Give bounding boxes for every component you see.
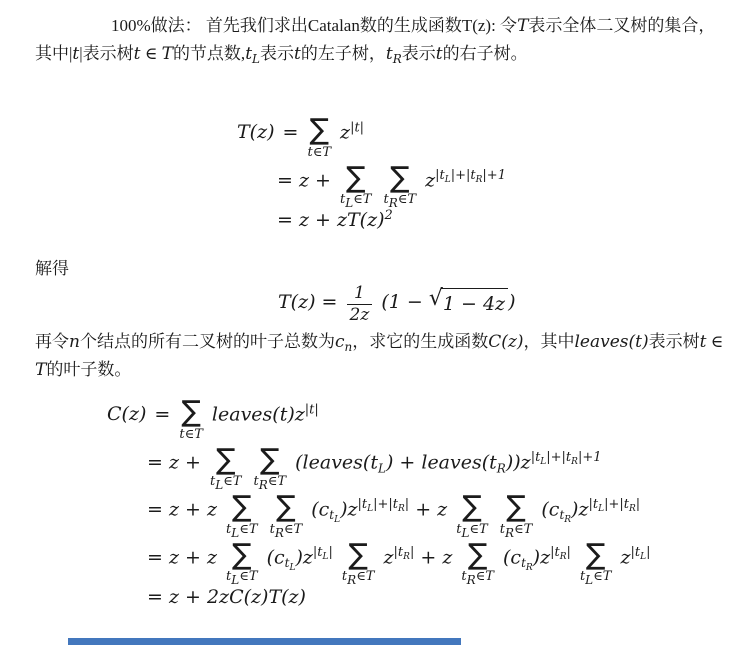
- equation-closed-form: T(z) = $\frac{1}{2z}$ (1 − √ 1 − 4z ): [278, 283, 516, 326]
- sigma-glyph: ∑: [181, 394, 201, 428]
- subscript: R: [466, 573, 476, 588]
- superscript: |tR|: [550, 544, 571, 562]
- subscript: tL: [284, 555, 296, 573]
- equation-line: T(z) = ∑ t∈T $z^{|t|}$: [237, 112, 365, 160]
- subscript: L: [289, 562, 296, 573]
- subscript: R: [258, 478, 268, 493]
- subscript: R: [571, 456, 578, 467]
- equation-lhs: T(z): [237, 121, 275, 144]
- math-inline: t: [699, 332, 707, 352]
- math-inline: leaves(t): [574, 332, 649, 352]
- math-inline: t: [133, 44, 141, 64]
- sum-limits: $t_R\in T$: [461, 569, 494, 588]
- equation-block-t: [237, 112, 506, 238]
- subscript: R: [505, 525, 515, 540]
- subscript: R: [274, 525, 284, 540]
- superscript: 2: [384, 208, 393, 224]
- equation-line: = z + z ∑ $t_L\in T$ $(c_{t_L})z^{|t_L|}$ ∑ $t_R\in T$ $z^{|t_R|} + z$ ∑ $t_R\in T$ $(c_{t_R})z^{|t_R|}$ ∑ $t_L\in T$ $z^{|t_L|}$: [147, 536, 651, 588]
- sum-operator: [499, 489, 533, 540]
- sum-limits: $t_L\in T$: [226, 569, 258, 588]
- sigma-glyph: ∑: [390, 159, 410, 194]
- subscript: n: [344, 340, 353, 354]
- sum-limits: $t_R\in T$: [269, 521, 303, 540]
- sigma-glyph: ∑: [462, 489, 482, 524]
- sum-limits: $t_L\in T$: [209, 474, 242, 493]
- math-inline: $c_n$: [334, 332, 353, 354]
- math-inline: T: [161, 44, 173, 64]
- sigma-glyph: ∑: [232, 489, 252, 524]
- subscript: R: [392, 52, 402, 66]
- subscript: L: [322, 551, 329, 562]
- subscript: R: [475, 174, 483, 185]
- subscript: R: [564, 515, 572, 526]
- sum-operator: [307, 112, 332, 160]
- sigma-glyph: ∑: [215, 441, 236, 476]
- subscript: L: [231, 525, 240, 540]
- subscript: R: [397, 504, 405, 515]
- math-inline: $t_L$: [245, 44, 260, 66]
- sum-operator: [209, 441, 242, 493]
- subscript: R: [496, 460, 506, 475]
- equation-lhs: C(z): [107, 403, 147, 426]
- sigma-glyph: ∑: [585, 536, 606, 571]
- equation-block-c: [107, 394, 650, 615]
- subscript: tR: [559, 508, 572, 526]
- subscript: R: [388, 196, 398, 211]
- sum-limits: t∈T: [179, 426, 203, 442]
- sum-limits: $t_L\in T$: [579, 569, 612, 588]
- sigma-glyph: ∑: [260, 441, 280, 476]
- intro-paragraph: 100%做法： 首先我们求出Catalan数的生成函数T(z): 令T表示全体二叉树的集合，其中|t|表示树t ∈ T的节点数$,t_L$表示t的左子树，$t_R$表示t的右子树。: [35, 16, 716, 66]
- subscript: R: [559, 551, 567, 562]
- math-inline: t: [72, 44, 80, 64]
- denominator: 2z: [347, 304, 373, 326]
- superscript: |tL|+|tR|: [588, 497, 641, 515]
- math-inline: t: [435, 44, 443, 64]
- horizontal-scrollbar-thumb[interactable]: [68, 638, 461, 645]
- subscript: tL: [329, 508, 341, 526]
- sigma-glyph: ∑: [276, 489, 296, 524]
- equation-line: = z + 2zC(z)T(z): [147, 586, 306, 609]
- sigma-glyph: ∑: [506, 489, 526, 524]
- sum-operator: [579, 536, 612, 588]
- subscript: L: [598, 504, 605, 515]
- sum-operator: [383, 159, 417, 211]
- equation-line: = $z + zT(z)^2$: [277, 208, 393, 232]
- math-inline: C(z): [488, 332, 524, 352]
- subscript: tR: [521, 555, 533, 573]
- sigma-glyph: ∑: [467, 536, 488, 571]
- sum-operator: [226, 489, 258, 540]
- second-paragraph: 再令n个结点的所有二叉树的叶子总数为$c_n$，求它的生成函数C(z)，其中leaves(t)表示树t ∈ T的叶子数。: [35, 332, 724, 380]
- subscript: L: [345, 196, 354, 211]
- sum-operator: [456, 489, 488, 540]
- subscript: L: [540, 456, 547, 467]
- subscript: R: [347, 573, 357, 588]
- subscript: L: [252, 52, 260, 66]
- superscript: |t|: [350, 120, 365, 136]
- sum-limits: $t_R\in T$: [341, 569, 375, 588]
- subscript: L: [377, 460, 386, 475]
- superscript: |tR|: [393, 544, 415, 562]
- sum-operator: [253, 441, 287, 493]
- math-inline: $t_R$: [385, 44, 402, 66]
- sum-limits: $t_L\in T$: [339, 192, 372, 211]
- math-inline: T: [35, 360, 47, 380]
- superscript: |tL|+|tR|+1: [435, 167, 506, 185]
- fraction: [347, 283, 373, 327]
- sum-operator: [226, 536, 258, 588]
- superscript: |tL|+|tR|: [357, 497, 410, 515]
- equation-line: C(z) = ∑ t∈T $leaves(t)z^{|t|}$: [107, 394, 319, 442]
- sum-limits: $t_L\in T$: [456, 521, 488, 540]
- solve-label: 解得: [35, 259, 69, 278]
- equation-line: = z + z ∑ $t_L\in T$ ∑ $t_R\in T$ $(c_{t_L})z^{|t_L|+|t_R|} + z$ ∑ $t_L\in T$ ∑ $t_R\in T$ $(c_{t_R})z^{|t_L|+|t_R|}$: [147, 489, 641, 540]
- equation-line: = z + ∑ $t_L\in T$ ∑ $t_R\in T$ ($leaves(t_L)$ + $leaves(t_R))z^{|t_L|+|t_R|+1}$: [147, 441, 602, 493]
- sum-operator: [339, 159, 372, 211]
- subscript: R: [628, 504, 636, 515]
- sum-operator: [269, 489, 303, 540]
- superscript: |tL|+|tR|+1: [530, 449, 602, 467]
- sum-limits: $t_R\in T$: [499, 521, 533, 540]
- sum-operator: [461, 536, 494, 588]
- sqrt-radical: [429, 288, 508, 317]
- subscript: L: [215, 478, 224, 493]
- sum-limits: $t_L\in T$: [226, 521, 258, 540]
- sum-limits: $t_R\in T$: [383, 192, 417, 211]
- subscript: L: [444, 174, 451, 185]
- sigma-glyph: ∑: [232, 536, 252, 571]
- superscript: |tL|: [630, 544, 651, 562]
- superscript: |t|: [304, 402, 319, 418]
- subscript: R: [403, 551, 410, 562]
- sum-operator: [179, 394, 203, 442]
- sigma-glyph: ∑: [345, 159, 366, 194]
- sigma-glyph: ∑: [348, 536, 368, 571]
- radical-sign: √: [428, 286, 443, 312]
- subscript: L: [367, 504, 374, 515]
- subscript: R: [525, 562, 533, 573]
- subscript: L: [461, 525, 470, 540]
- numerator: 1: [353, 283, 365, 303]
- sigma-glyph: ∑: [309, 112, 330, 146]
- subscript: L: [334, 515, 341, 526]
- math-inline: t: [294, 44, 301, 64]
- superscript: |tL|: [312, 544, 333, 562]
- sum-limits: $t_R\in T$: [253, 474, 287, 493]
- subscript: L: [640, 551, 647, 562]
- math-inline: T: [517, 16, 529, 36]
- equation-line: = z + ∑ $t_L\in T$ ∑ $t_R\in T$ $z^{|t_L|+|t_R|+1}$: [277, 159, 506, 211]
- subscript: L: [231, 573, 240, 588]
- subscript: L: [585, 573, 594, 588]
- sum-limits: t∈T: [307, 144, 332, 160]
- radicand: 1 − 4z: [441, 288, 508, 317]
- sum-operator: [341, 536, 375, 588]
- math-inline: n: [69, 332, 80, 352]
